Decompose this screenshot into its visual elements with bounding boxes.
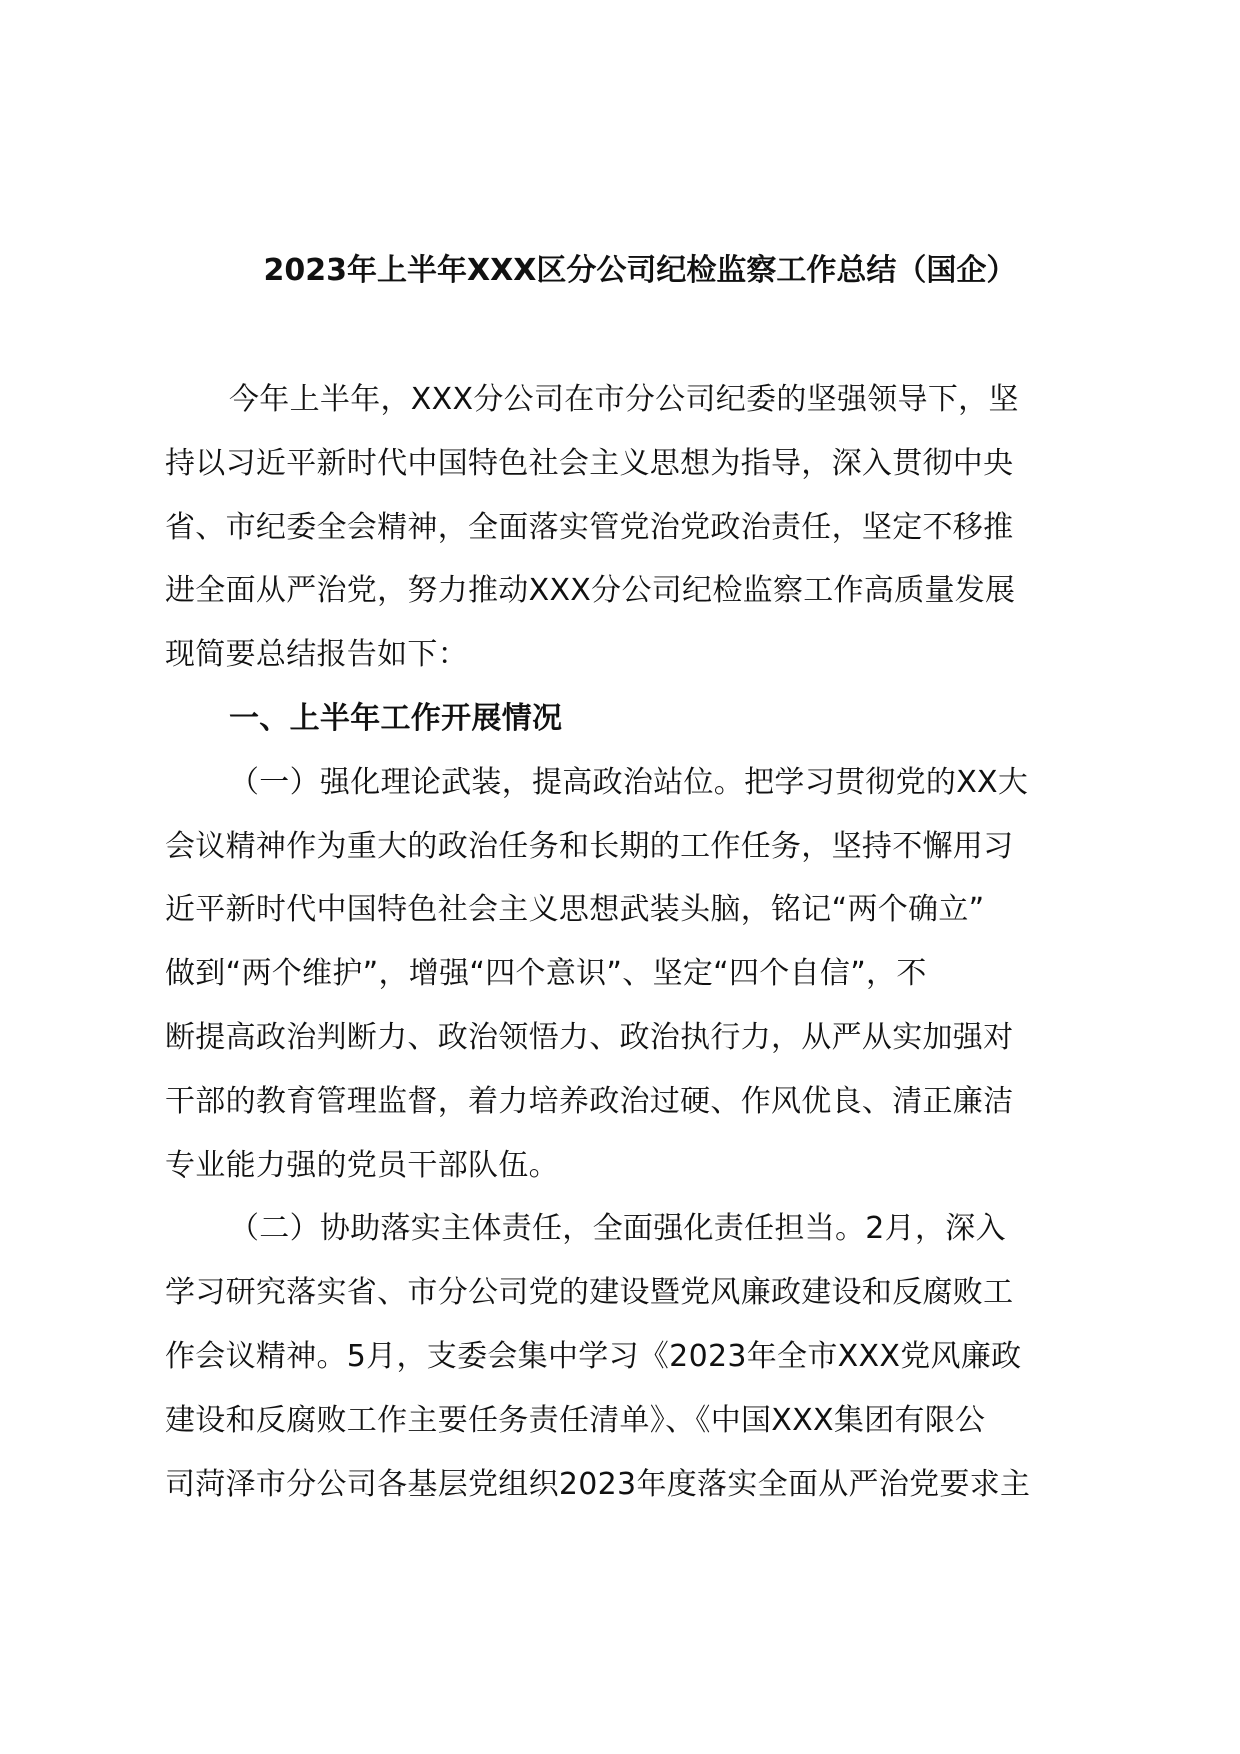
paragraph-line: 现简要总结报告如下： xyxy=(165,637,468,673)
paragraph-line: 省、市纪委全会精神，全面落实管党治党政治责任，坚定不移推 xyxy=(165,509,1014,545)
paragraph-line: （一）强化理论武装，提高政治站位。把学习贯彻党的XX大 xyxy=(229,764,1029,800)
document-body xyxy=(165,368,1125,1516)
paragraph-line: 进全面从严治党，努力推动XXX分公司纪检监察工作高质量发展 xyxy=(165,573,1016,609)
paragraph-line: （二）协助落实主体责任，全面强化责任担当。2月，深入 xyxy=(229,1211,1006,1247)
paragraph-line: 近平新时代中国特色社会主义思想武装头脑，铭记“两个确立” xyxy=(165,892,985,928)
section-heading: 一、上半年工作开展情况 xyxy=(229,700,563,736)
paragraph-line: 断提高政治判断力、政治领悟力、政治执行力，从严从实加强对 xyxy=(165,1019,1014,1055)
paragraph-line: 会议精神作为重大的政治任务和长期的工作任务，坚持不懈用习 xyxy=(165,828,1014,864)
document-title: 2023年上半年XXX区分公司纪检监察工作总结（国企） xyxy=(263,253,1017,288)
paragraph-line: 专业能力强的党员干部队伍。 xyxy=(165,1147,559,1183)
paragraph-line: 持以习近平新时代中国特色社会主义思想为指导，深入贯彻中央 xyxy=(165,445,1014,481)
paragraph-line: 司菏泽市分公司各基层党组织2023年度落实全面从严治党要求主 xyxy=(165,1466,1031,1502)
paragraph-line: 作会议精神。5月，支委会集中学习《2023年全市XXX党风廉政 xyxy=(165,1338,1022,1374)
paragraph-line: 做到“两个维护”，增强“四个意识”、坚定“四个自信”，不 xyxy=(165,956,927,992)
paragraph-line: 今年上半年，XXX分公司在市分公司纪委的坚强领导下，坚 xyxy=(229,382,1019,417)
paragraph-line: 学习研究落实省、市分公司党的建设暨党风廉政建设和反腐败工 xyxy=(165,1275,1014,1311)
paragraph-line: 建设和反腐败工作主要任务责任清单》、《中国XXX集团有限公 xyxy=(165,1402,986,1438)
paragraph-line: 干部的教育管理监督，着力培养政治过硬、作风优良、清正廉洁 xyxy=(165,1083,1014,1119)
